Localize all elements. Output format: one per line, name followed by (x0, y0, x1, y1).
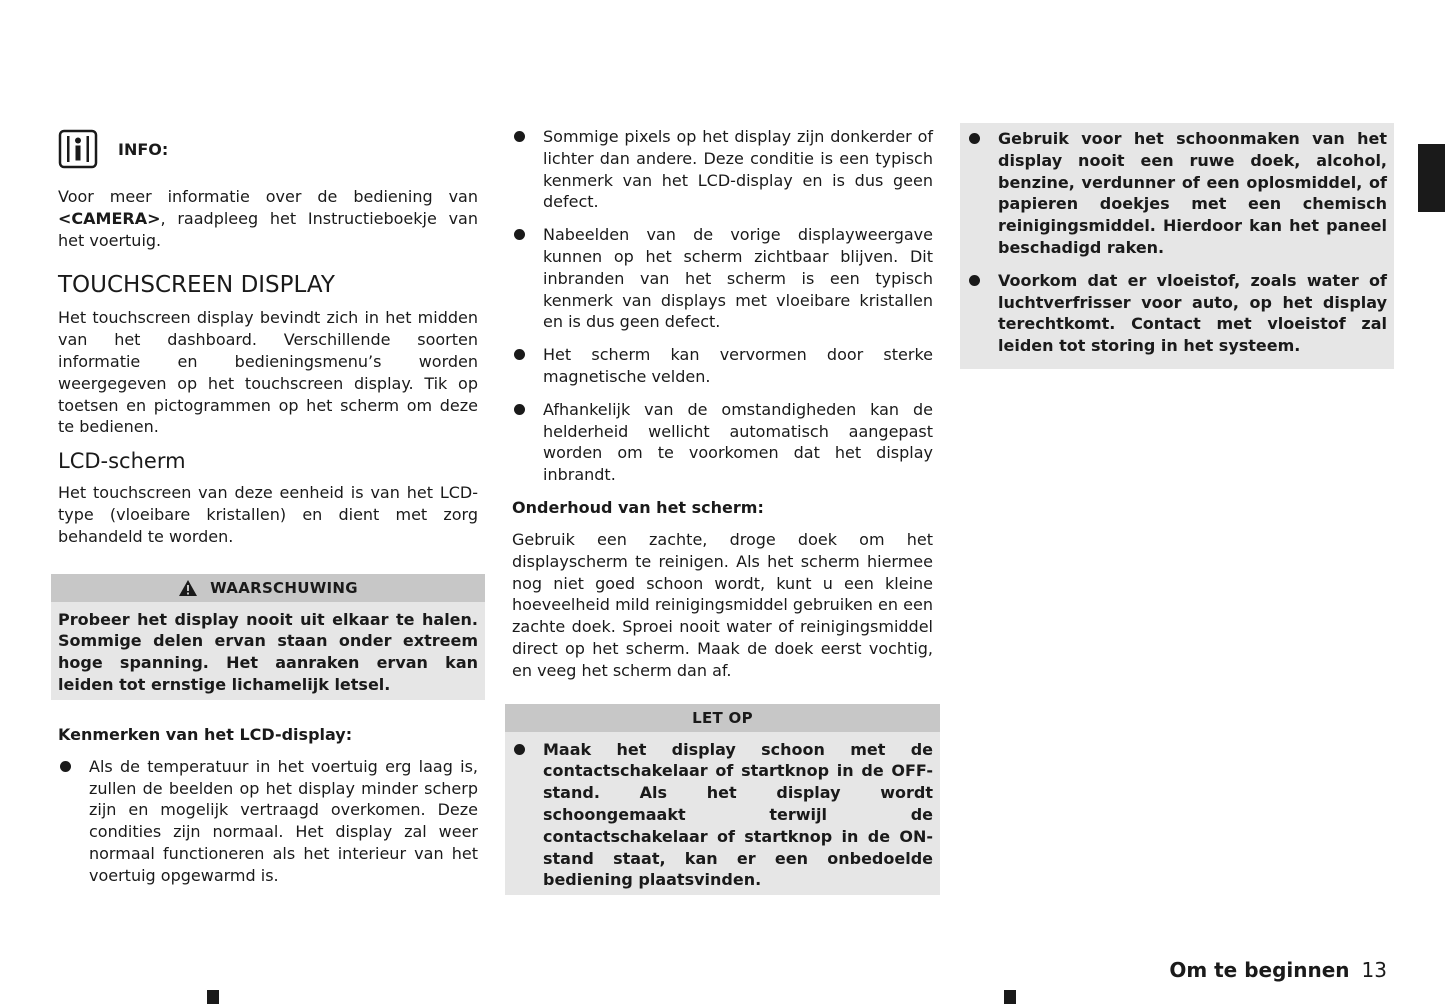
bullet-icon (514, 744, 525, 755)
info-icon (58, 129, 98, 169)
list-item: Nabeelden van de vorige displayweergave kunnen op het scherm zichtbaar blijven. Dit inbranden van het scherm is een typisch kenmerk van displays met vloeibare kristallen en is dus geen defect. (512, 224, 933, 333)
middle-column (512, 126, 933, 895)
list-item: Gebruik voor het schoonmaken van het display nooit een ruwe doek, alcohol, benzine, verdunner of een oplosmiddel, of papieren doekjes met een chemisch reinigingsmiddel. Hierdoor kan het paneel beschadigd raken. (967, 128, 1387, 259)
warning-header (51, 574, 485, 602)
caution-header: LET OP (505, 704, 940, 732)
crop-mark-left (207, 990, 219, 1004)
page-footer (1169, 956, 1387, 984)
info-header (58, 128, 478, 170)
bullet-icon (60, 761, 71, 772)
camera-reference: <CAMERA> (58, 208, 161, 228)
page-number: 13 (1361, 958, 1387, 982)
warning-label: WAARSCHUWING (210, 578, 358, 597)
warning-box (51, 574, 485, 700)
bullet-icon (514, 131, 525, 142)
caution-list-part1 (512, 739, 933, 892)
features-heading: Kenmerken van het LCD-display: (58, 724, 353, 744)
caution-box (505, 704, 940, 896)
lcd-heading: LCD-scherm (58, 449, 186, 474)
warning-triangle-icon (178, 579, 198, 597)
list-item: Voorkom dat er vloeistof, zoals water of luchtverfrisser voor auto, op het display terechtkomt. Contact met vloeistof zal leiden tot storing in het systeem. (967, 270, 1387, 357)
section-tab-marker (1418, 144, 1445, 212)
list-item: Als de temperatuur in het voertuig erg laag is, zullen de beelden op het display minder scherp zijn en mogelijk vertraagd overkomen. Deze condities zijn normaal. Het display zal weer normaal functioneren als het interieur van het voertuig opgewarmd is. (58, 756, 478, 887)
crop-mark-right (1004, 990, 1016, 1004)
touchscreen-text: Het touchscreen display bevindt zich in het midden van het dashboard. Verschillende soorten informatie en bedieningsmenu’s worden weergegeven op het touchscreen display. Tik op toetsen en pictogrammen op het scherm om deze te bedienen. (58, 308, 478, 437)
list-item: Sommige pixels op het display zijn donkerder of lichter dan andere. Deze conditie is een typisch kenmerk van het LCD-display en is dus geen defect. (512, 126, 933, 213)
maintenance-text: Gebruik een zachte, droge doek om het displayscherm te reinigen. Als het scherm hiermee nog niet goed schoon wordt, kunt u een kleine hoeveelheid mild reinigingsmiddel gebruiken en een zachte doek. Sproei nooit water of reinigingsmiddel direct op het scherm. Maak de doek eerst vochtig, en veeg het scherm dan af. (512, 529, 933, 680)
bullet-icon (969, 133, 980, 144)
footer-section-title: Om te beginnen (1169, 958, 1350, 982)
caution-continued-box (960, 123, 1394, 369)
info-text: Voor meer informatie over de bediening van <CAMERA>, raadpleeg het Instructieboekje van het voertuig. (58, 187, 478, 250)
left-column (58, 120, 478, 898)
list-item: Maak het display schoon met de contactschakelaar of startknop in de OFF-stand. Als het display wordt schoongemaakt terwijl de contactschakelaar of startknop in de ON-stand staat, kan er een onbedoelde bediening plaatsvinden. (512, 739, 933, 892)
lcd-text: Het touchscreen van deze eenheid is van het LCD-type (vloeibare kristallen) en dient met zorg behandeld te worden. (58, 483, 478, 546)
features-list-part2 (512, 126, 933, 486)
maintenance-heading: Onderhoud van het scherm: (512, 497, 764, 517)
caution-list-part2 (967, 128, 1387, 357)
list-item: Het scherm kan vervormen door sterke magnetische velden. (512, 344, 933, 388)
right-column (960, 120, 1394, 369)
bullet-icon (969, 275, 980, 286)
touchscreen-heading: TOUCHSCREEN DISPLAY (58, 272, 335, 299)
bullet-icon (514, 229, 525, 240)
bullet-icon (514, 349, 525, 360)
info-label: INFO: (118, 139, 169, 159)
bullet-icon (514, 404, 525, 415)
features-list-part1 (58, 756, 478, 887)
warning-text: Probeer het display nooit uit elkaar te halen. Sommige delen ervan staan onder extreem hoge spanning. Het aanraken ervan kan leiden tot ernstige lichamelijk letsel. (58, 609, 478, 694)
list-item: Afhankelijk van de omstandigheden kan de helderheid wellicht automatisch aangepast worden om te voorkomen dat het display inbrandt. (512, 399, 933, 486)
